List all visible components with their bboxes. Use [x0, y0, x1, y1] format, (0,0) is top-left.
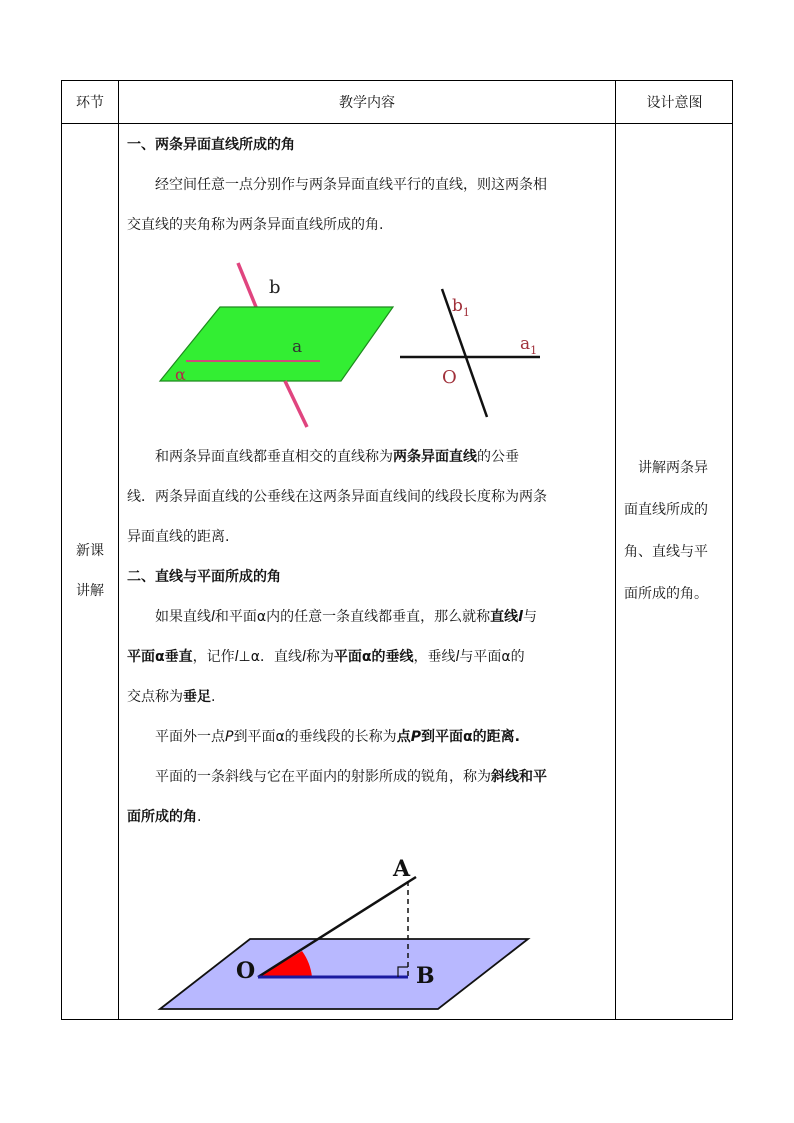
label-b1-main: b — [452, 296, 463, 316]
var-l: l — [455, 649, 460, 665]
text-run-bold: 面所成的角 — [127, 809, 197, 825]
text-run-bold: . — [514, 729, 520, 745]
line-b-lower — [285, 381, 307, 427]
paragraph — [127, 597, 609, 637]
var-l: l — [211, 609, 215, 625]
paragraph — [127, 757, 609, 797]
stage-label-line: 讲解 — [76, 583, 104, 599]
label-a: A — [393, 856, 411, 882]
text-run: 到平面α的垂线段的长称为 — [233, 729, 397, 745]
section-1-title: 一、两条异面直线所成的角 — [127, 137, 295, 153]
label-o: O — [442, 367, 457, 388]
label-a: a — [292, 337, 303, 357]
header-intent: 设计意图 — [646, 95, 703, 111]
stage-label — [62, 531, 118, 611]
lesson-table — [61, 80, 733, 1020]
text-run: 与 — [522, 609, 537, 625]
text-run-bold: 斜线和平 — [491, 769, 547, 785]
intent-line: 面所成的角。 — [624, 586, 708, 602]
intent-line: 讲解两条异 — [638, 460, 708, 476]
label-b: B — [416, 963, 435, 989]
intent-line: 面直线所成的 — [624, 502, 708, 518]
text-run-bold: 平面α的垂线 — [333, 649, 414, 665]
paragraph — [127, 165, 609, 205]
text-run-bold: 两条异面直线 — [393, 449, 477, 465]
label-a1-main: a — [520, 334, 531, 354]
text-line: 交直线的夹角称为两条异面直线所成的角. — [127, 217, 384, 233]
paragraph — [127, 717, 609, 757]
figure-line-plane-angle — [152, 851, 542, 1011]
text-run-bold: 点 — [396, 729, 411, 745]
paragraph — [127, 477, 609, 517]
var-l: l — [234, 649, 239, 665]
text-run: 交点称为 — [127, 689, 183, 705]
paragraph — [127, 677, 609, 717]
paragraph — [127, 517, 609, 557]
header-divider — [62, 123, 732, 124]
section-1 — [127, 125, 609, 245]
text-run-bold: 垂足 — [183, 689, 211, 705]
text-run: 如果直线 — [155, 609, 211, 625]
design-intent — [624, 447, 732, 615]
paragraph — [127, 205, 609, 245]
text-run-bold: 到平面α的距离 — [420, 729, 515, 745]
var-l: l — [301, 649, 306, 665]
text-run-bold: 直线 — [490, 609, 519, 625]
label-alpha: α — [175, 365, 186, 384]
plane-alpha — [160, 307, 393, 381]
header-stage: 环节 — [76, 95, 104, 111]
intent-line: 角、直线与平 — [624, 544, 708, 560]
label-b1-sub: 1 — [462, 306, 470, 319]
label-a1-sub: 1 — [530, 344, 538, 357]
paragraph — [127, 637, 609, 677]
section-2-title: 二、直线与平面所成的角 — [127, 569, 281, 585]
header-content: 教学内容 — [339, 95, 395, 111]
label-o: O — [236, 958, 256, 984]
text-run: 与平面α的 — [459, 649, 525, 665]
column-divider — [615, 81, 616, 1019]
plane — [160, 939, 528, 1009]
text-run: 和平面α内的任意一条直线都垂直，那么就称 — [214, 609, 491, 625]
text-run: ，记作 — [192, 649, 235, 665]
text-run: 和两条异面直线都垂直相交的直线称为 — [155, 449, 393, 465]
text-run: 的公垂 — [477, 449, 519, 465]
text-run: ⊥α．直线 — [238, 649, 302, 665]
var-l: l — [518, 609, 523, 625]
text-run: ，垂线 — [413, 649, 456, 665]
section-1-continued — [127, 437, 609, 837]
text-run-bold: 平面α垂直 — [127, 649, 193, 665]
column-divider — [118, 81, 119, 1019]
text-line: 经空间任意一点分别作与两条异面直线平行的直线，则这两条相 — [155, 177, 547, 193]
label-b1 — [452, 296, 470, 319]
text-run: 称为 — [305, 649, 334, 665]
text-run: . — [211, 689, 216, 705]
text-run: 平面的一条斜线与它在平面内的射影所成的锐角，称为 — [155, 769, 491, 785]
text-line: 线．两条异面直线的公垂线在这两条异面直线间的线段长度称为两条 — [127, 489, 547, 505]
paragraph — [127, 797, 609, 837]
text-run: 平面外一点 — [155, 729, 225, 745]
figure-skew-lines — [150, 259, 550, 429]
var-p: P — [410, 729, 421, 745]
paragraph — [127, 437, 609, 477]
label-b: b — [269, 277, 281, 298]
stage-label-line: 新课 — [76, 543, 104, 559]
text-run: . — [197, 809, 202, 825]
var-p: P — [225, 729, 234, 745]
text-line: 异面直线的距离. — [127, 529, 230, 545]
label-a1 — [520, 334, 537, 357]
